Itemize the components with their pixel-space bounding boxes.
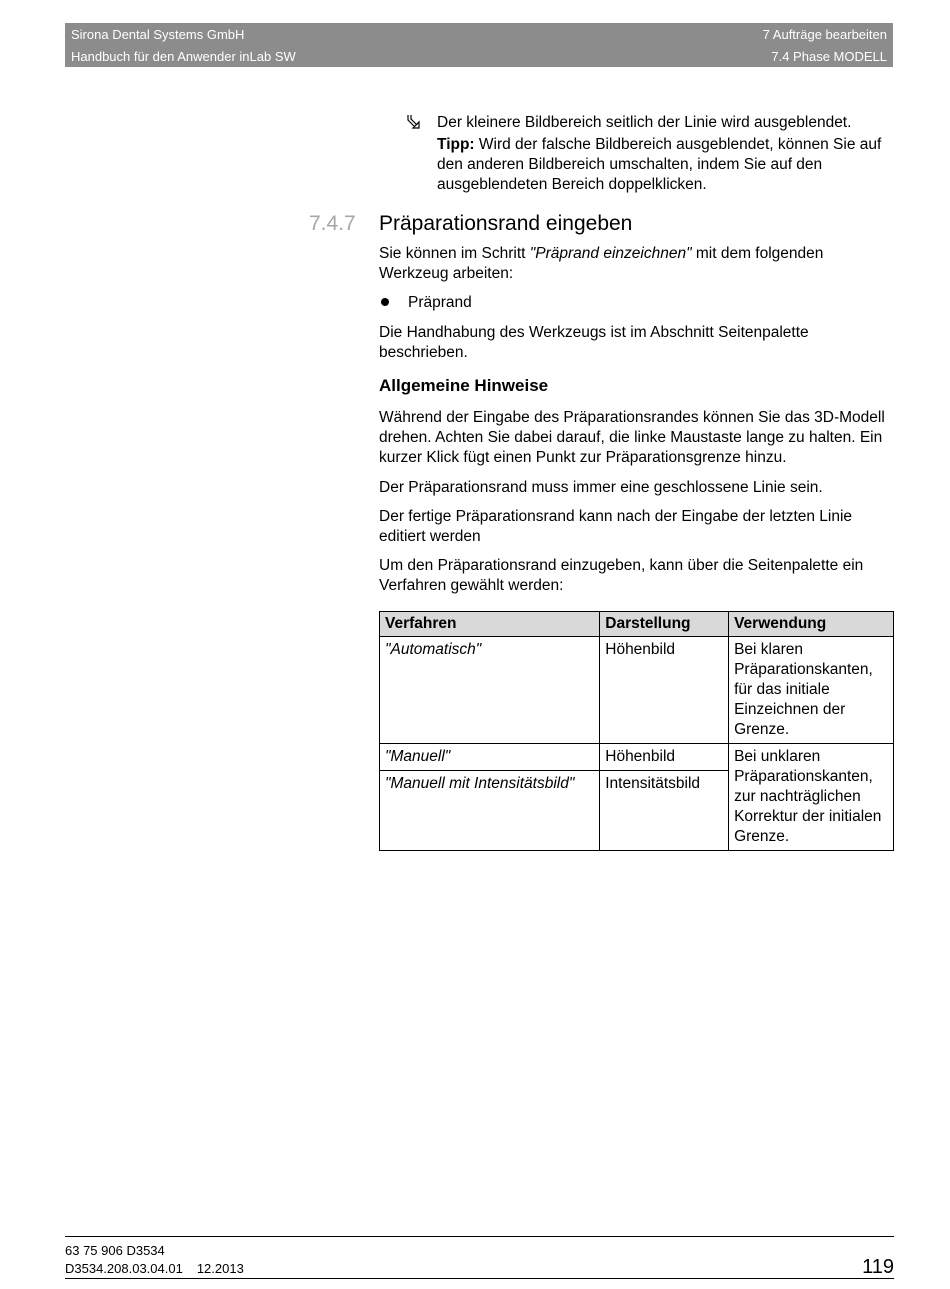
table-header: Darstellung [600,612,729,637]
page-number: 119 [862,1256,894,1278]
section-title: Präparationsrand eingeben [379,212,633,235]
result-text: Der kleinere Bildbereich seitlich der Linie wird ausgeblendet. [437,114,852,131]
bullet-dot-icon [381,298,389,306]
table-cell: Höhenbild [600,637,729,744]
tip-label: Tipp: [437,136,475,153]
section-number: 7.4.7 [309,212,356,235]
paragraph-4: Um den Präparationsrand einzugeben, kann über die Seitenpalette ein Verfahren gewählt werden: [379,557,864,594]
header-manual: Handbuch für den Anwender inLab SW [71,49,296,64]
footer-doc-info [65,1261,244,1276]
subheading: Allgemeine Hinweise [379,376,549,395]
table-cell: Bei unklaren Präparationskanten, zur nachträglichen Korrektur der initialen Grenze. [729,744,894,851]
paragraph-1: Während der Eingabe des Präparationsrandes können Sie das 3D-Modell drehen. Achten Sie dabei darauf, die linke Maustaste lange zu halten. Ein kurzer Klick fügt einen Punkt zur Präparationsgrenze hinzu. [379,409,885,466]
table-header: Verwendung [729,612,894,637]
table-cell: "Manuell mit Intensitätsbild" [380,771,600,851]
intro-step-name: "Präprand einzeichnen" [529,245,692,262]
bullet-item: Präprand [408,294,472,311]
header-company: Sirona Dental Systems GmbH [71,27,245,42]
table-row [380,744,894,771]
result-arrow-icon [406,113,424,131]
handling-paragraph: Die Handhabung des Werkzeugs ist im Abschnitt Seitenpalette beschrieben. [379,324,809,361]
table-cell: "Manuell" [380,744,600,771]
tip-text: Wird der falsche Bildbereich ausgeblendet, können Sie auf den anderen Bildbereich umschalten, indem Sie auf den ausgeblendeten Bereich doppelklicken. [437,136,882,193]
page-header [65,23,893,67]
header-section: 7.4 Phase MODELL [771,49,887,64]
table-cell: Intensitätsbild [600,771,729,851]
footer-order-number: 63 75 906 D3534 [65,1243,165,1258]
table-row [380,637,894,744]
footer-doc-id: D3534.208.03.04.01 [65,1261,183,1276]
intro-paragraph [379,244,889,284]
result-block [437,113,897,195]
table-header-row [380,612,894,637]
footer-bottom-rule [65,1278,894,1279]
footer-top-rule [65,1236,894,1237]
intro-after: mit dem folgenden Werkzeug arbeiten: [379,245,824,282]
table-header: Verfahren [380,612,600,637]
table-cell: "Automatisch" [380,637,600,744]
footer-date: 12.2013 [196,1261,244,1276]
table-cell: Höhenbild [600,744,729,771]
paragraph-2: Der Präparationsrand muss immer eine geschlossene Linie sein. [379,479,823,496]
tip-paragraph [437,135,897,195]
intro-before: Sie können im Schritt [379,245,530,262]
header-chapter: 7 Aufträge bearbeiten [762,27,887,42]
table-cell: Bei klaren Präparationskanten, für das initiale Einzeichnen der Grenze. [729,637,894,744]
paragraph-3: Der fertige Präparationsrand kann nach der Eingabe der letzten Linie editiert werden [379,508,853,545]
procedure-table [379,611,894,851]
